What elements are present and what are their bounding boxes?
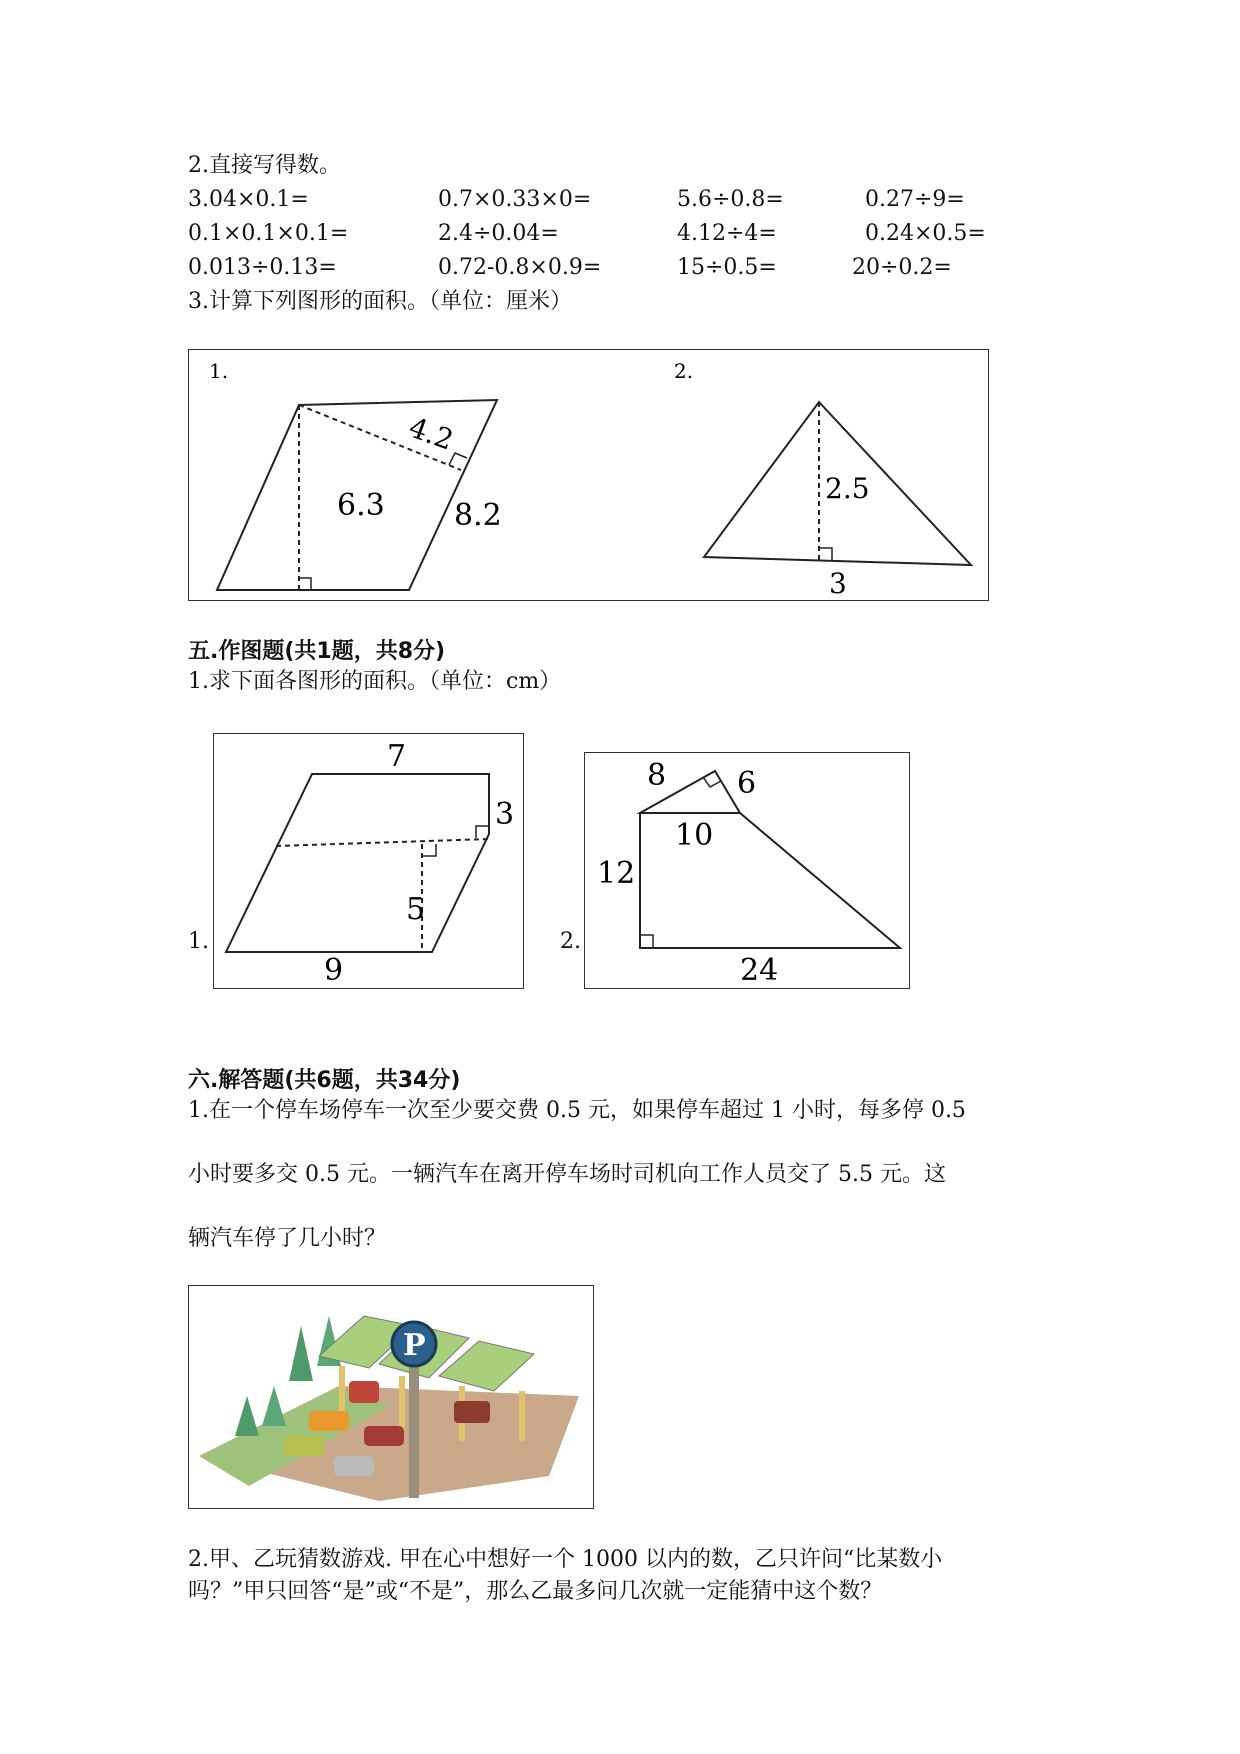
- question-text: 1.求下面各图形的面积。（单位：cm）: [188, 669, 562, 694]
- dimension-label: 3: [495, 797, 515, 832]
- tree-icon: [235, 1396, 259, 1436]
- composite-shape: [226, 774, 489, 952]
- q3-figures: [189, 350, 988, 600]
- section-heading: 六.解答题(共6题，共34分): [188, 1068, 461, 1093]
- question-line: 小时要多交 0.5 元。一辆汽车在离开停车场时司机向工作人员交了 5.5 元。这: [188, 1162, 946, 1187]
- calc-item: 4.12÷4=: [677, 221, 777, 246]
- figure-number: 2.: [674, 359, 694, 383]
- right-angle-mark: [703, 777, 721, 787]
- dimension-label: 10: [675, 818, 714, 853]
- pillar-illustration: [519, 1391, 525, 1441]
- question-line: 辆汽车停了几小时？: [188, 1226, 387, 1251]
- car-illustration: [284, 1436, 324, 1456]
- figure-number: 1.: [209, 359, 229, 383]
- divider-line: [276, 839, 489, 846]
- sign-pole-illustration: [409, 1358, 419, 1498]
- calc-item: 0.1×0.1×0.1=: [188, 221, 349, 246]
- calc-item: 20÷0.2=: [852, 255, 952, 280]
- dimension-label: 6.3: [337, 488, 385, 523]
- car-illustration: [334, 1456, 374, 1476]
- dimension-label: 8: [647, 758, 667, 793]
- right-angle-mark: [640, 935, 653, 948]
- dimension-label: 5: [406, 892, 426, 927]
- question-line: 1.在一个停车场停车一次至少要交费 0.5 元，如果停车超过 1 小时，每多停 0.5: [188, 1098, 966, 1123]
- dimension-label: 8.2: [454, 498, 502, 533]
- tree-icon: [289, 1326, 313, 1381]
- dimension-label: 7: [387, 739, 407, 774]
- q2-title: 2.直接写得数。: [188, 153, 341, 178]
- calc-item: 0.013÷0.13=: [188, 255, 337, 280]
- car-illustration: [364, 1426, 404, 1446]
- calc-item: 2.4÷0.04=: [438, 221, 559, 246]
- car-illustration: [349, 1381, 379, 1403]
- calc-item: 0.24×0.5=: [865, 221, 986, 246]
- right-angle-mark: [422, 844, 436, 856]
- car-illustration: [309, 1411, 349, 1431]
- calc-item: 0.27÷9=: [865, 187, 965, 212]
- pillar-illustration: [399, 1376, 405, 1431]
- figure-number: 2.: [560, 929, 581, 954]
- s5-figure1: [214, 734, 523, 988]
- tree-icon: [262, 1386, 286, 1426]
- parking-illustration-box: [188, 1285, 594, 1509]
- dimension-label: 6: [737, 766, 757, 801]
- calc-item: 0.7×0.33×0=: [438, 187, 592, 212]
- question-line: 吗？”甲只回答“是”或“不是”，那么乙最多问几次就一定能猜中这个数？: [188, 1579, 883, 1604]
- section-heading: 五.作图题(共1题，共8分): [188, 639, 446, 664]
- parking-sign-letter: P: [403, 1328, 426, 1363]
- right-angle-mark: [449, 453, 467, 465]
- calc-item: 3.04×0.1=: [188, 187, 309, 212]
- calc-item: 5.6÷0.8=: [677, 187, 784, 212]
- s5-figure2: [585, 753, 909, 988]
- question-line: 2.甲、乙玩猜数游戏. 甲在心中想好一个 1000 以内的数，乙只许问“比某数小: [188, 1547, 943, 1572]
- parking-illustration: [189, 1286, 593, 1508]
- dimension-label: 3: [829, 567, 847, 600]
- figure-number: 1.: [188, 929, 209, 954]
- right-angle-mark: [299, 578, 311, 590]
- dimension-label: 2.5: [825, 472, 870, 505]
- right-angle-mark: [819, 548, 832, 561]
- dimension-label: 9: [324, 953, 344, 988]
- s5-figure1-box: [213, 733, 524, 989]
- dimension-label: 24: [740, 953, 779, 988]
- calc-item: 0.72-0.8×0.9=: [438, 255, 602, 280]
- dimension-label: 4.2: [404, 410, 458, 457]
- s5-figure2-box: [584, 752, 910, 989]
- calc-item: 15÷0.5=: [677, 255, 777, 280]
- q3-figure-box: [188, 349, 989, 601]
- q3-title: 3.计算下列图形的面积。（单位：厘米）: [188, 289, 572, 314]
- dimension-label: 12: [597, 856, 636, 891]
- car-illustration: [454, 1401, 490, 1423]
